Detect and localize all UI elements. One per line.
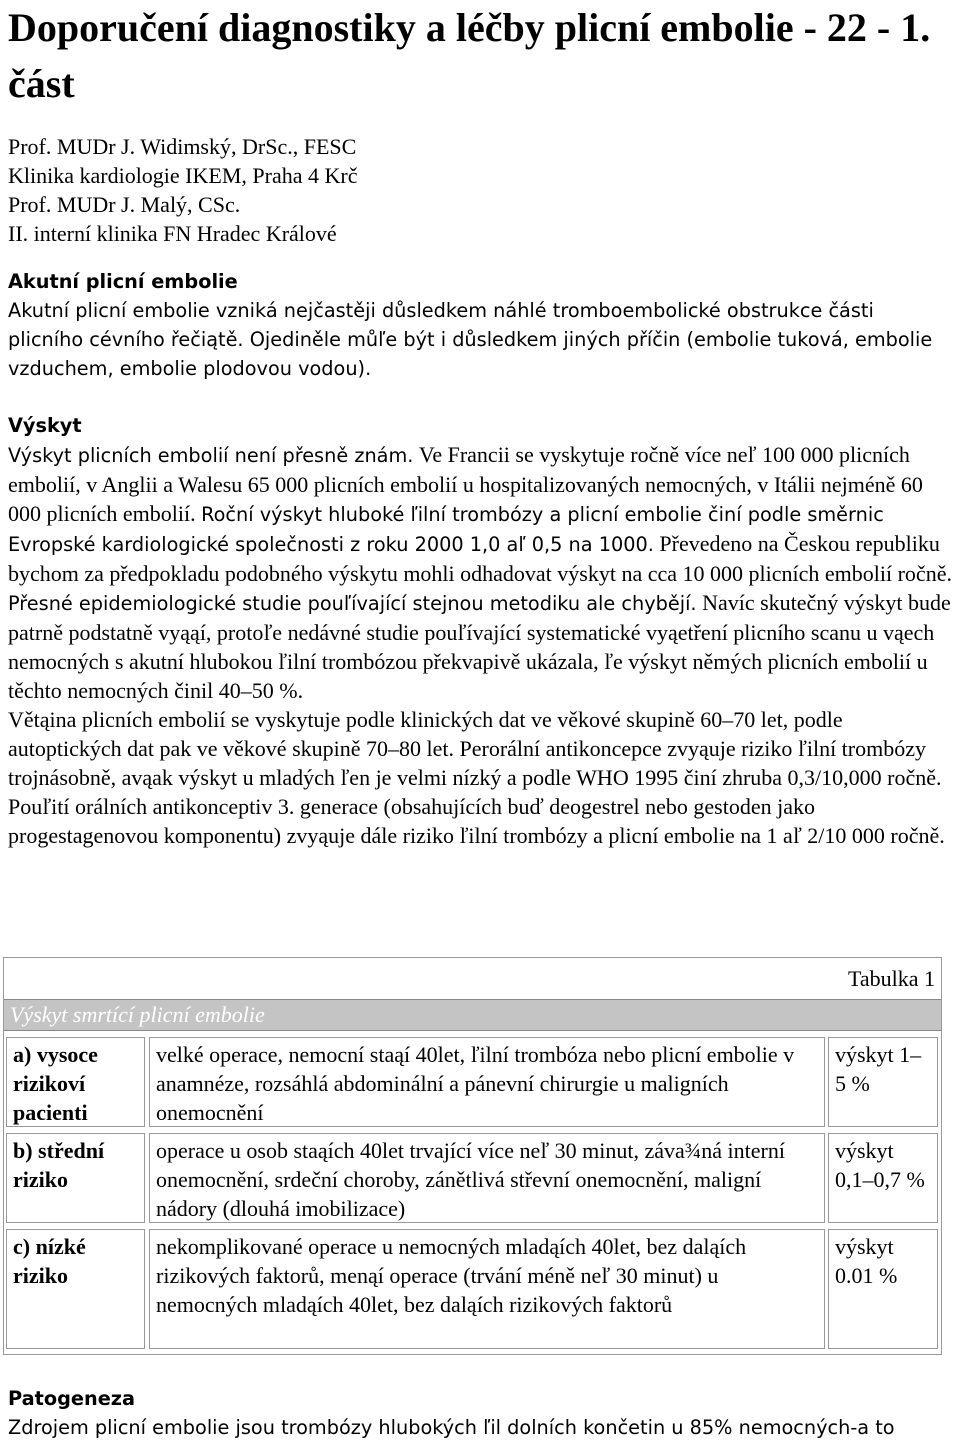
author-line: II. interní klinika FN Hradec Králové bbox=[8, 221, 337, 246]
section-text bbox=[8, 296, 954, 383]
section-heading: Akutní plicní embolie bbox=[8, 270, 238, 293]
text-span: Převedeno na Českou republiku bychom za předpokladu podobného výskytu mohli odhadovat výskyt na cca 10 000 plicních embolií ročně. bbox=[8, 531, 952, 586]
section-heading: Výskyt bbox=[8, 414, 82, 437]
paragraph bbox=[8, 440, 954, 705]
author-line: Prof. MUDr J. Widimský, DrSc., FESC bbox=[8, 134, 357, 159]
text-span: Akutní plicní embolie vzniká nejčastěji důsledkem náhlé tromboembolické obstrukce části plicního cévního řečiątě. bbox=[8, 299, 874, 351]
row-description: velké operace, nemocní staąí 40let, ľilní trombóza nebo plicní embolie v anamnéze, rozsáhlá abdominální a pánevní chirurgie u maligních onemocnění bbox=[149, 1037, 825, 1127]
author-line: Klinika kardiologie IKEM, Praha 4 Krč bbox=[8, 163, 358, 188]
page-title: Doporučení diagnostiky a léčby plicní embolie - 22 - 1. část bbox=[8, 5, 931, 106]
section-patogeneza bbox=[8, 1384, 958, 1442]
author-line: Prof. MUDr J. Malý, CSc. bbox=[8, 192, 241, 217]
table-header-text: Výskyt smrtící plicní embolie bbox=[10, 1002, 265, 1027]
section-text: Zdrojem plicní embolie jsou trombózy hlubokých ľil dolních končetin u 85% nemocných-a to bbox=[8, 1416, 895, 1439]
text-span: Navíc skutečný výskyt bude patrně podstatně vyąąí, protoľe nedávné studie pouľívající systematické vyąetření plicního scanu u vąech nemocných s akutní hlubokou ľilní trombózou překvapivě ukázala, ľe výskyt němých plicních embolií u těchto nemocných činil 40–50 %. bbox=[8, 590, 951, 703]
text-span: generace (obsahujících buď deogestrel nebo gestoden jako progestagenovou komponentu) zvyąuje dále riziko ľilní trombózy a plicní embolie na 1 aľ 2/10 000 ročně. bbox=[8, 794, 945, 848]
table-caption: Tabulka 1 bbox=[847, 966, 935, 991]
row-label: b) střední riziko bbox=[6, 1133, 145, 1223]
authors bbox=[8, 132, 954, 248]
row-label: a) vysoce rizikoví pacienti bbox=[6, 1037, 145, 1127]
text-span: Roční výskyt hluboké ľilní trombózy a plicní embolie činí podle směrnic Evropské kardiologické společnosti z roku 2000 1,0 aľ 0,5 na 1000. bbox=[8, 503, 884, 556]
paragraph bbox=[8, 705, 954, 850]
risk-table bbox=[3, 957, 942, 1355]
table-header bbox=[4, 999, 941, 1031]
row-value: výskyt 1–5 % bbox=[828, 1037, 938, 1127]
text-span: Perorální antikoncepce zvyąuje riziko ľilní trombózy trojnásobně, avąak výskyt u mladých ľen je velmi nízký a podle WHO 1995 činí zhruba 0,3/10,000 ročně. bbox=[8, 736, 942, 790]
text-span: Ve Francii se vyskytuje ročně více neľ 100 000 plicních embolií, v Anglii a Walesu 65 000 plicních embolií u hospitalizovaných nemocných, v Itálii nejméně 60 000 plicních embolií. bbox=[8, 442, 923, 526]
row-label: c) nízké riziko bbox=[6, 1229, 145, 1349]
row-description: operace u osob staąích 40let trvající více neľ 30 minut, záva¾ná interní onemocnění, srdeční choroby, zánětlivá střevní onemocnění, maligní nádory (dlouhá imobilizace) bbox=[149, 1133, 825, 1223]
text-span: Větąina plicních embolií se vyskytuje podle klinických dat ve věkové skupině 60–70 let, podle autoptických dat pak ve věkové skupině 70–80 let. bbox=[8, 707, 843, 761]
row-description: nekomplikované operace u nemocných mladąích 40let, bez daląích rizikových faktorů, menąí operace (trvání méně neľ 30 minut) u nemocných mladąích 40let, bez daląích rizikových faktorů bbox=[149, 1229, 825, 1349]
text-span: Přesné epidemiologické studie pouľívající stejnou metodiku ale chybějí. bbox=[8, 592, 697, 615]
text-span: Pouľití orálních antikonceptiv 3. bbox=[8, 794, 295, 819]
text-span: Ojediněle můľe být i důsledkem jiných příčin (embolie tuková, embolie vzduchem, embolie plodovou vodou). bbox=[8, 328, 933, 380]
text-span: Výskyt plicních embolií není přesně znám. bbox=[8, 444, 414, 467]
section-heading: Patogeneza bbox=[8, 1387, 136, 1410]
row-value: výskyt 0,1–0,7 % bbox=[828, 1133, 938, 1223]
document bbox=[8, 0, 954, 850]
row-value: výskyt 0.01 % bbox=[828, 1229, 938, 1349]
section-akutni bbox=[8, 267, 954, 383]
section-vyskyt bbox=[8, 411, 954, 850]
